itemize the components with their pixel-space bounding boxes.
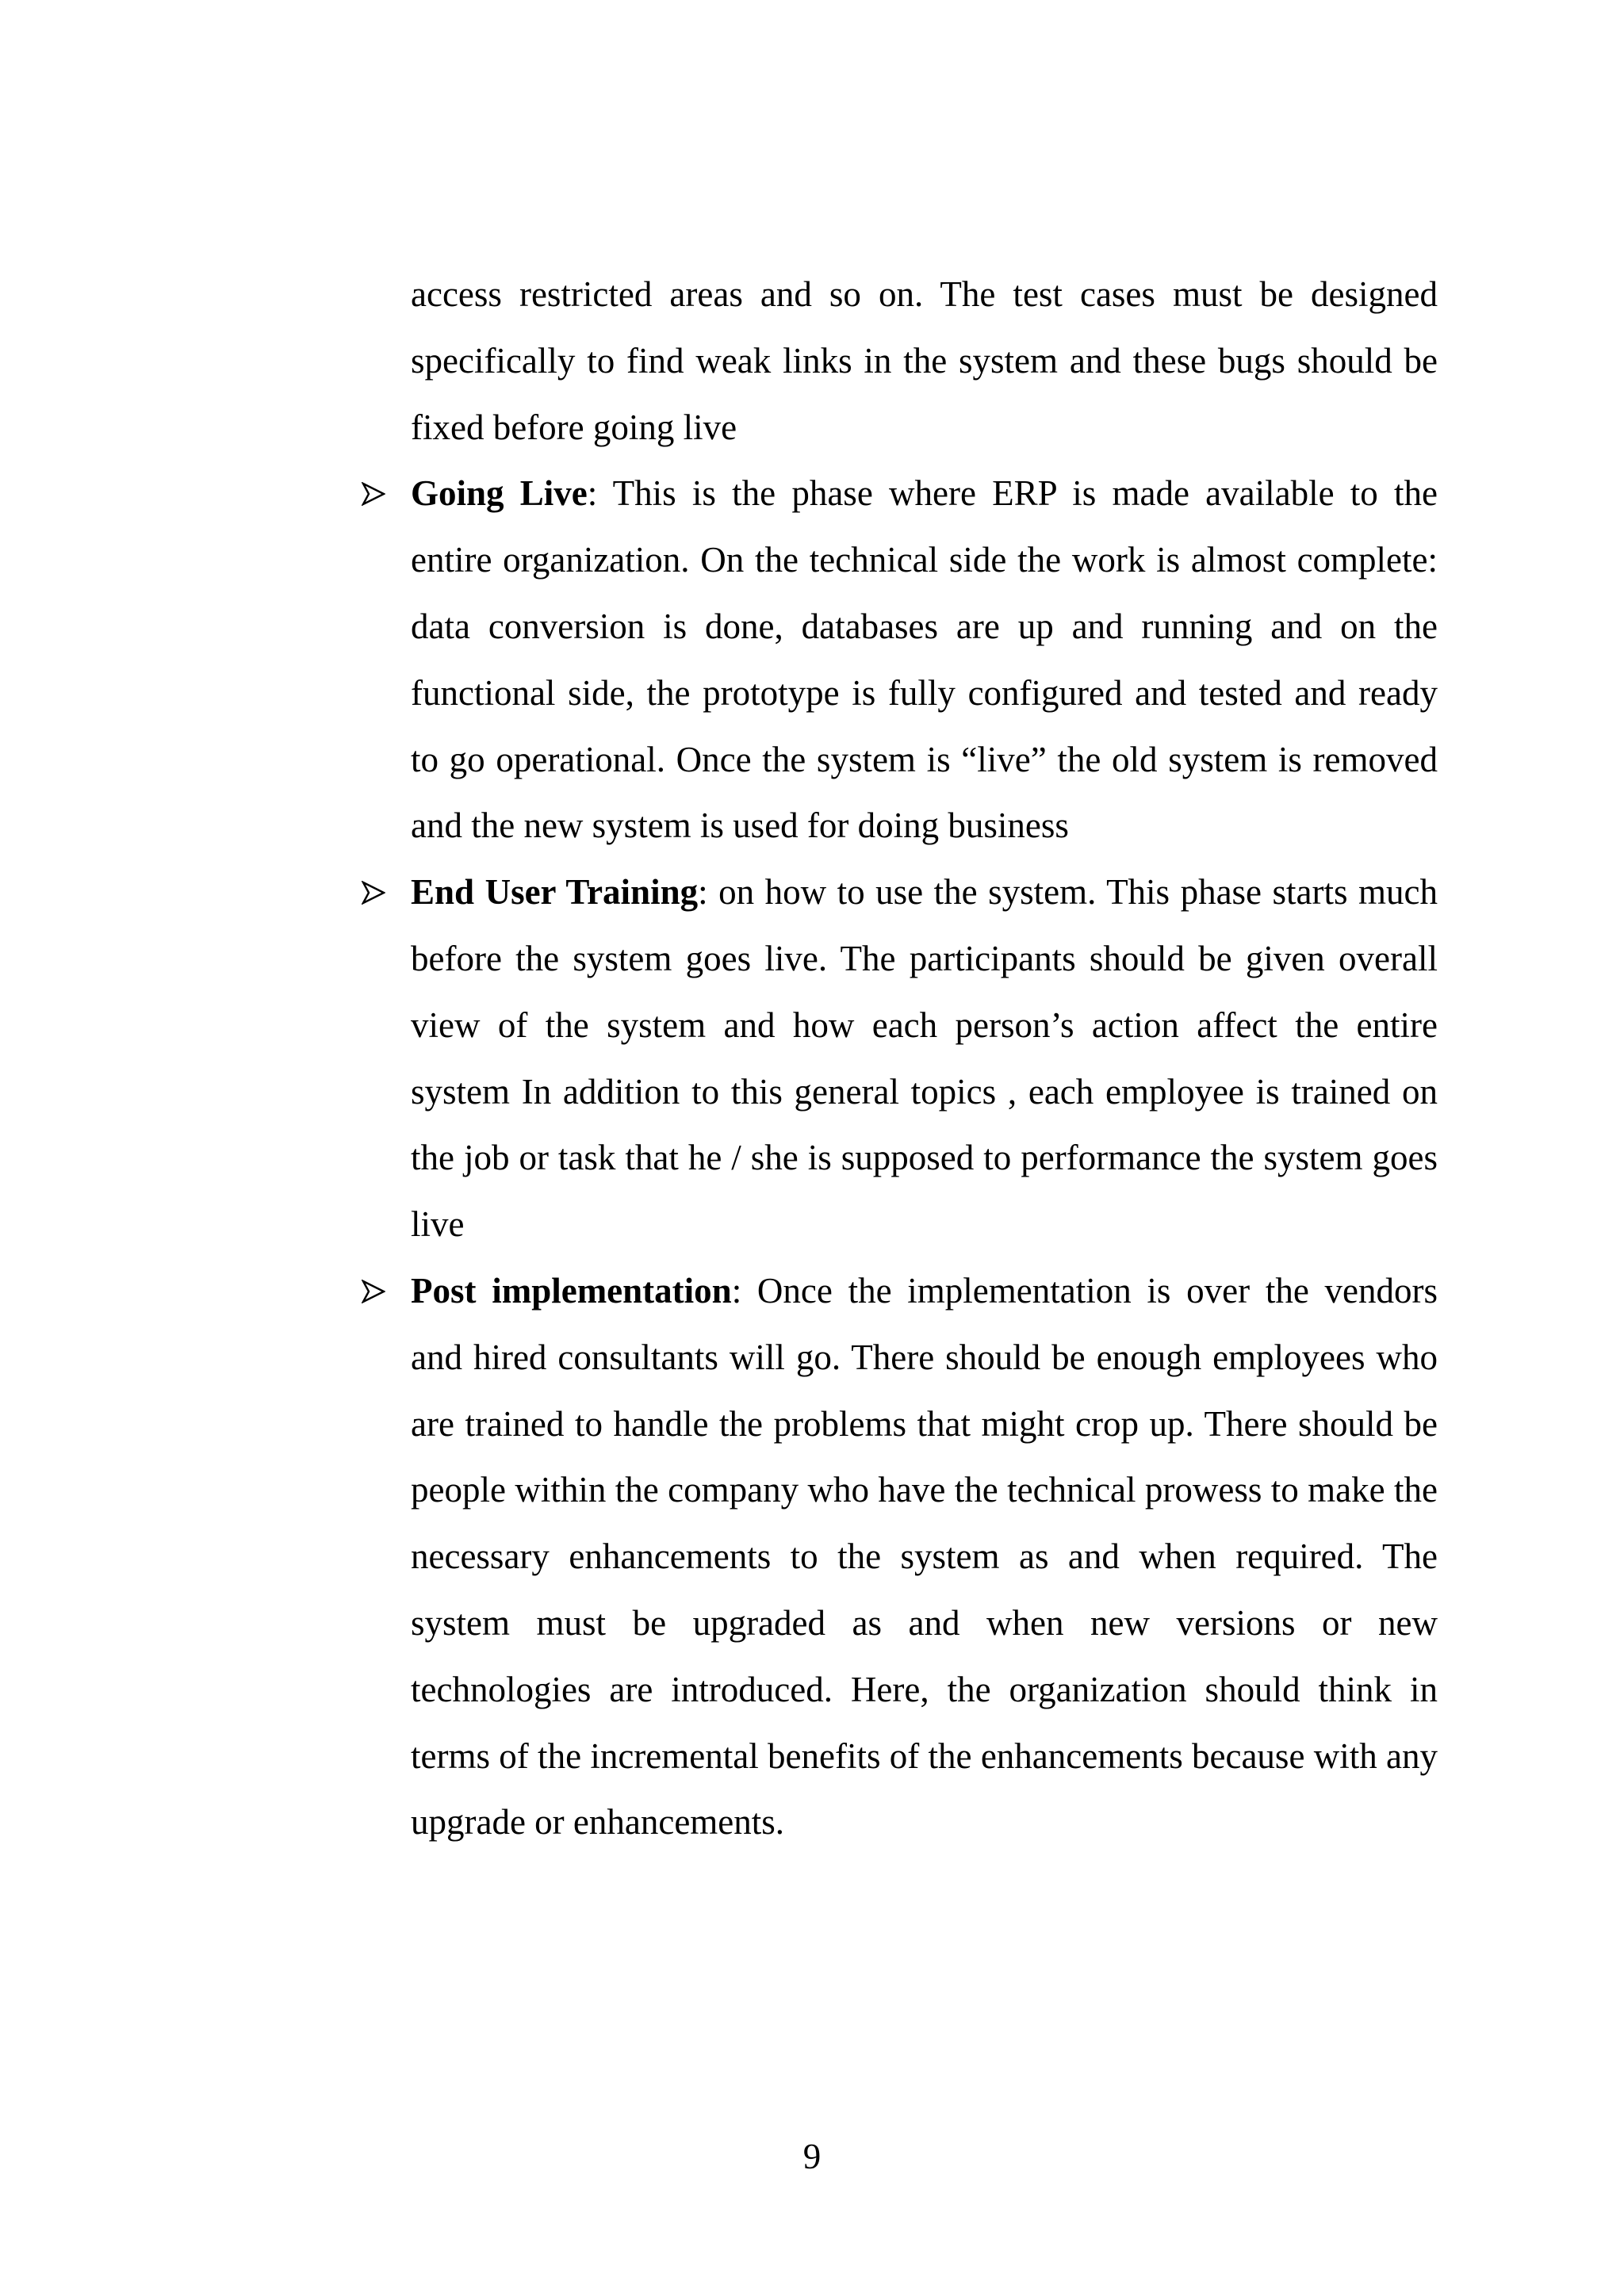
bullet-term: Post implementation <box>411 1270 732 1311</box>
arrowhead-bullet-icon <box>362 1258 393 1325</box>
body-text <box>411 262 1438 1856</box>
bullet-item-going-live <box>411 461 1438 859</box>
bullet-term: End User Training <box>411 872 699 913</box>
page-number: 9 <box>802 2137 822 2176</box>
arrowhead-bullet-icon <box>362 461 393 527</box>
bullet-text: : Once the implementation is over the vendors and hired consultants will go. There should be enough employees who are trained to handle the problems that might crop up. There should be people within the company who have the technical prowess to make the necessary enhancements to the system as and when required. The system must be upgraded as and when new versions or new technologies are introduced. Here, the organization should think in terms of the incremental benefits of the enhancements because with any upgrade or enhancements. <box>411 1270 1438 1843</box>
bullet-term: Going Live <box>411 473 588 514</box>
bullet-item-end-user-training <box>411 859 1438 1258</box>
bullet-item-post-implementation <box>411 1258 1438 1856</box>
arrowhead-bullet-icon <box>362 859 393 926</box>
intro-paragraph: access restricted areas and so on. The test cases must be designed specifically to find weak links in the system and these bugs should be fixed before going live <box>411 274 1438 447</box>
bullet-text: : This is the phase where ERP is made available to the entire organization. On the technical side the work is almost complete: data conversion is done, databases are up and running and on the functional side, the prototype is fully configured and tested and ready to go operational. Once the system is “live” the old system is removed and the new system is used for doing business <box>411 473 1438 846</box>
bullet-text: : on how to use the system. This phase starts much before the system goes live. The participants should be given overall view of the system and how each person’s action affect the entire system In addition to this general topics , each employee is trained on the job or task that he / she is supposed to performance the system goes live <box>411 872 1438 1245</box>
